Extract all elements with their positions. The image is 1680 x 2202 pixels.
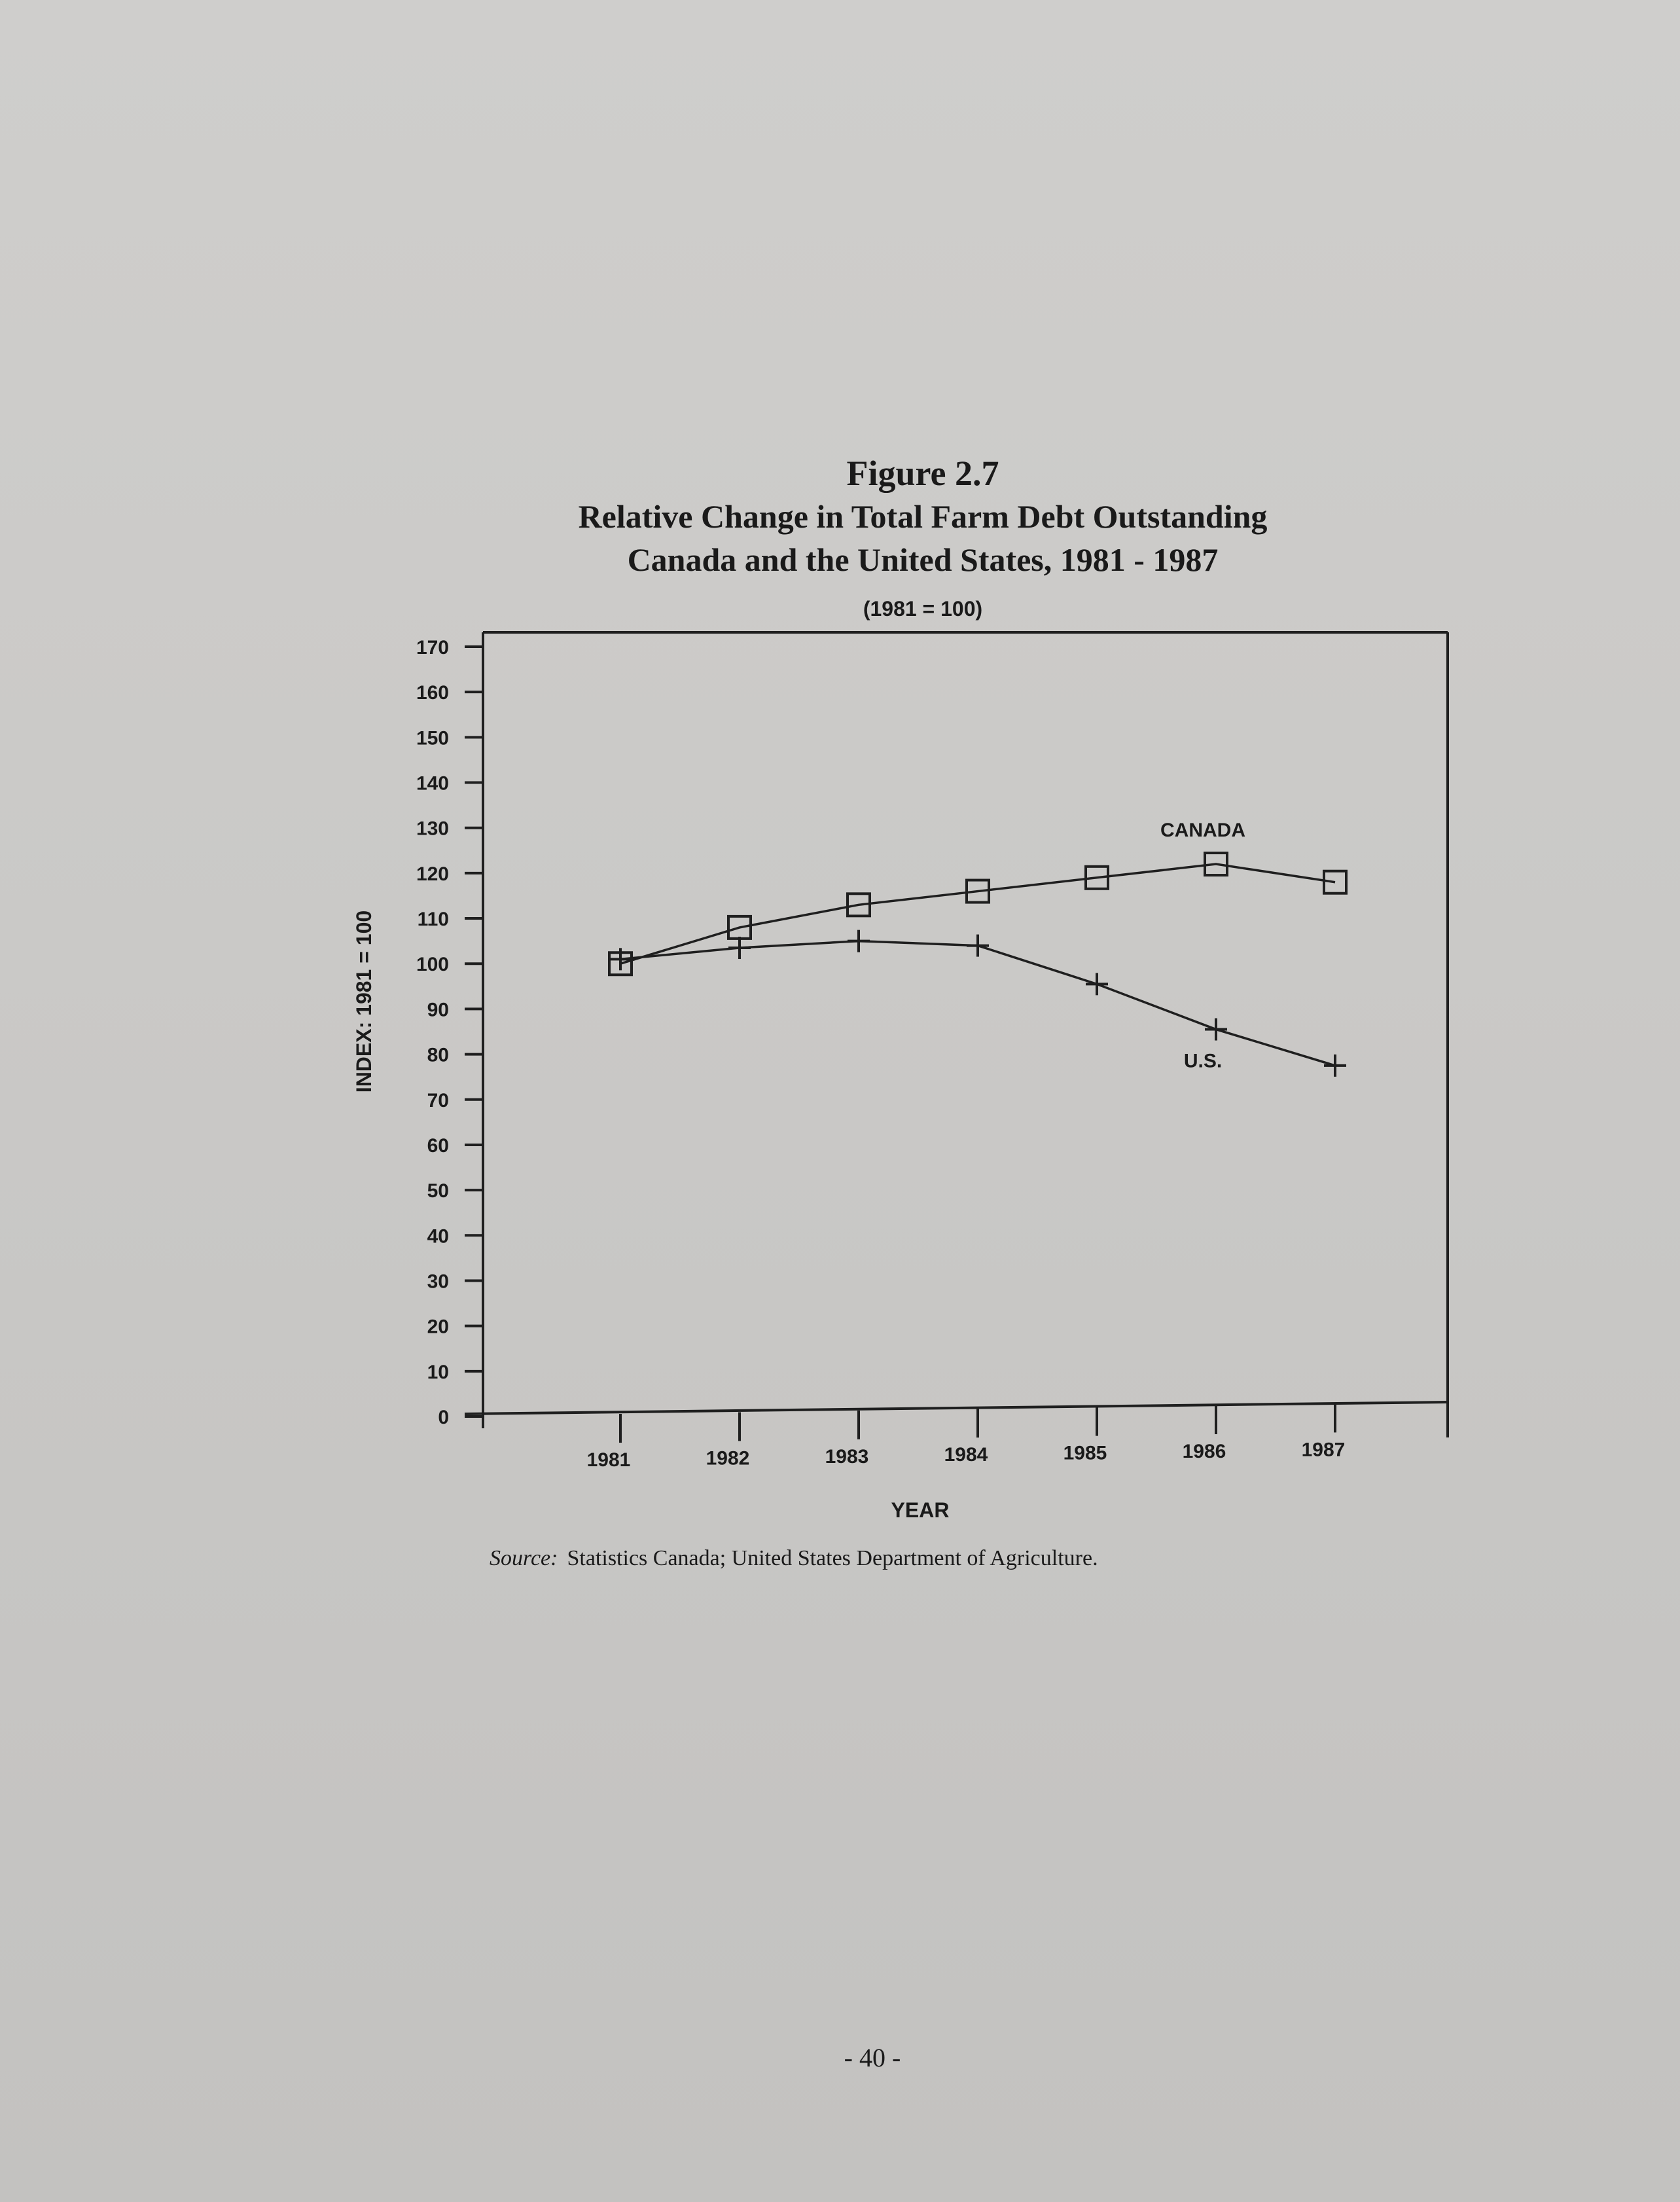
source-note [490,1546,1098,1571]
y-tick-label-80: 80 [427,1044,449,1066]
point-plus-1987 [1324,1055,1346,1077]
x-axis-title: YEAR [891,1498,950,1522]
y-tick-label-10: 10 [427,1361,449,1383]
x-axis [587,1403,1346,1522]
y-tick-label-20: 20 [427,1316,449,1338]
chart-subtitle: (1981 = 100) [863,597,983,621]
page-number: - 40 - [844,2043,901,2072]
y-tick-label-120: 120 [416,863,449,885]
y-tick-label-110: 110 [417,909,449,931]
y-axis-title: INDEX: 1981 = 100 [352,910,376,1093]
y-axis [352,637,483,1428]
x-tick-label-1982: 1982 [706,1447,750,1470]
series-us [609,930,1346,1077]
series-layer [609,853,1346,1077]
series-label-0: CANADA [1160,820,1245,842]
y-tick-label-0: 0 [438,1407,449,1428]
x-tick-label-1985: 1985 [1063,1442,1107,1464]
plot-frame [465,632,1448,1437]
point-plus-1983 [848,930,870,952]
x-tick-label-1986: 1986 [1182,1441,1226,1462]
source-label: Source: [490,1546,558,1570]
figure-title-line1: Relative Change in Total Farm Debt Outstanding [578,498,1268,535]
y-tick-label-100: 100 [416,954,449,976]
x-axis-line [465,1402,1448,1414]
y-tick-label-40: 40 [427,1225,449,1248]
y-tick-label-30: 30 [427,1271,449,1293]
y-tick-label-170: 170 [416,637,449,659]
y-tick-label-140: 140 [416,772,449,795]
x-tick-label-1987: 1987 [1301,1439,1346,1461]
y-tick-label-130: 130 [416,818,449,840]
y-tick-label-160: 160 [416,682,449,704]
point-plus-1986 [1205,1019,1227,1041]
point-plus-1982 [728,937,751,959]
x-tick-label-1981: 1981 [586,1449,631,1471]
figure-number: Figure 2.7 [846,454,999,493]
figure-title-line2: Canada and the United States, 1981 - 1987 [627,541,1219,578]
point-plus-1984 [967,935,989,957]
series-label-1: U.S. [1183,1050,1223,1072]
y-tick-label-150: 150 [416,727,449,749]
source-text: Statistics Canada; United States Department of Agriculture. [567,1546,1098,1570]
y-tick-label-60: 60 [427,1134,449,1157]
series-line-1 [620,941,1335,1066]
y-tick-label-50: 50 [427,1180,449,1202]
x-tick-label-1984: 1984 [944,1444,988,1466]
point-plus-1985 [1086,973,1108,995]
y-tick-label-70: 70 [427,1089,449,1111]
x-tick-label-1983: 1983 [825,1445,869,1468]
y-tick-label-90: 90 [427,999,449,1021]
